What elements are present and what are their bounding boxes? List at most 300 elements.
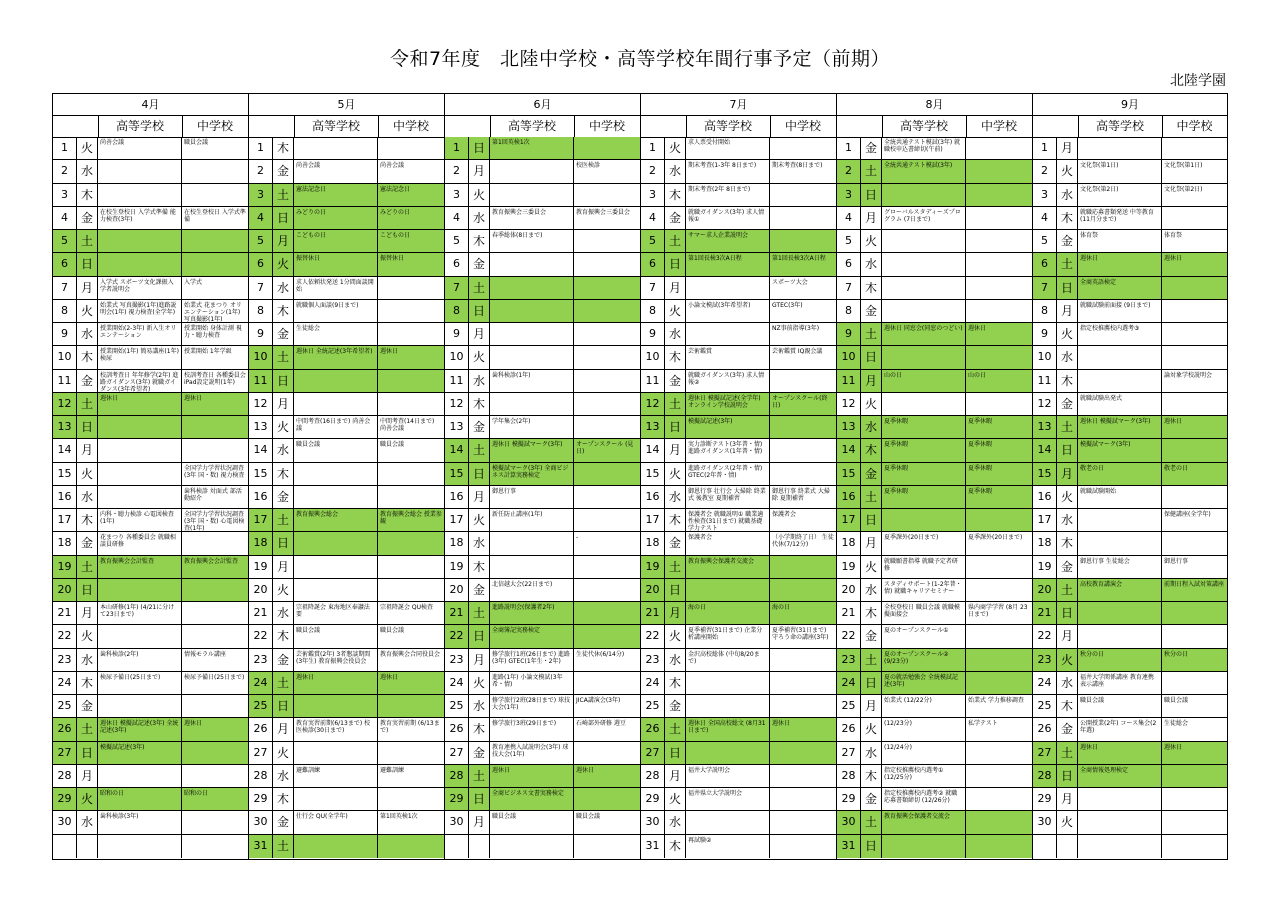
high-school-event: 再試験② xyxy=(686,835,770,858)
month-header: 7月 xyxy=(641,94,836,116)
junior-high-event: 歯科検診 対面式 部活動紹介 xyxy=(184,487,242,502)
high-school-event: 尚善会議 xyxy=(98,137,182,159)
junior-high-event xyxy=(574,742,640,764)
high-school-event xyxy=(294,556,378,578)
junior-high-event xyxy=(966,346,1032,368)
high-school-event: 夏季補習(31日まで) 企業分析講座開始 xyxy=(686,625,770,647)
high-school-event xyxy=(686,811,770,833)
day-number: 29 xyxy=(837,788,861,810)
day-number: 29 xyxy=(445,788,469,810)
day-number: 19 xyxy=(249,556,273,578)
junior-high-event: 昭和の日 xyxy=(184,790,209,797)
day-row xyxy=(445,835,640,858)
day-row xyxy=(249,811,444,834)
weekday: 日 xyxy=(469,788,490,810)
day-number: 6 xyxy=(641,253,665,275)
header-high-school: 高等学校 xyxy=(311,119,360,133)
junior-high-event: 秋分の日 xyxy=(1164,650,1189,658)
day-number: 20 xyxy=(837,579,861,601)
day-row xyxy=(53,393,248,416)
weekday: 土 xyxy=(665,393,686,415)
day-row xyxy=(53,323,248,346)
day-number: 23 xyxy=(641,649,665,671)
weekday: 水 xyxy=(665,811,686,833)
high-school-event: 週休日 同窓会(同窓のつどい) xyxy=(882,323,966,345)
junior-high-event xyxy=(966,579,1032,601)
day-row xyxy=(837,393,1032,416)
junior-high-event xyxy=(574,277,640,299)
weekday: 水 xyxy=(1057,346,1078,368)
day-row xyxy=(641,323,836,346)
day-row xyxy=(641,439,836,462)
junior-high-event xyxy=(574,602,640,624)
day-number: 25 xyxy=(641,695,665,717)
day-row xyxy=(53,811,248,834)
day-row xyxy=(1033,625,1227,648)
day-number: 1 xyxy=(249,137,273,159)
junior-high-event: 職員会議 xyxy=(184,139,209,146)
day-row xyxy=(837,230,1032,253)
day-number: 9 xyxy=(249,323,273,345)
day-row xyxy=(1033,835,1227,858)
month-column xyxy=(836,93,1033,860)
junior-high-event xyxy=(1162,346,1227,368)
divider xyxy=(1078,115,1079,137)
month-column xyxy=(248,93,445,860)
day-row xyxy=(837,556,1032,579)
day-row xyxy=(249,532,444,555)
day-row xyxy=(641,486,836,509)
high-school-event: 夏季休暇 xyxy=(882,416,966,438)
day-number: 19 xyxy=(53,556,77,578)
junior-high-event: 文化祭(第1日) xyxy=(1164,162,1203,170)
day-number: 30 xyxy=(249,811,273,833)
junior-high-event xyxy=(182,695,248,717)
weekday: 日 xyxy=(273,532,294,554)
high-school-event xyxy=(490,835,574,858)
high-school-event xyxy=(882,300,966,322)
junior-high-event: 週休日 xyxy=(380,673,399,681)
junior-high-event xyxy=(378,695,444,717)
high-school-event xyxy=(98,579,182,601)
weekday: 火 xyxy=(273,742,294,764)
day-row xyxy=(837,672,1032,695)
junior-high-event xyxy=(574,253,640,275)
day-number: 10 xyxy=(249,346,273,368)
day-row xyxy=(445,439,640,462)
junior-high-event: 生徒代休(6/14分) xyxy=(576,650,625,658)
day-row xyxy=(837,160,1032,183)
weekday: 日 xyxy=(469,300,490,322)
day-number: 19 xyxy=(1033,556,1057,578)
junior-high-event xyxy=(182,230,248,252)
day-number: 20 xyxy=(249,579,273,601)
weekday: 木 xyxy=(273,625,294,647)
weekday: 日 xyxy=(77,416,98,438)
junior-high-event xyxy=(966,742,1032,764)
day-row xyxy=(53,253,248,276)
weekday: 火 xyxy=(273,579,294,601)
junior-high-event xyxy=(770,439,836,461)
high-school-event xyxy=(98,625,182,647)
day-number: 27 xyxy=(445,742,469,764)
junior-high-event: 職員会議 xyxy=(380,627,405,635)
day-row xyxy=(1033,160,1227,183)
high-school-event xyxy=(686,277,770,299)
weekday: 木 xyxy=(77,509,98,531)
junior-high-event: みどりの日 xyxy=(380,208,411,216)
day-number: 13 xyxy=(249,416,273,438)
high-school-event: 振替休日 xyxy=(294,253,378,275)
day-row xyxy=(445,137,640,160)
high-school-event: 週休日 全統記述(3年希望者) xyxy=(294,346,378,368)
weekday: 月 xyxy=(273,556,294,578)
month-column xyxy=(1032,93,1228,860)
weekday: 木 xyxy=(469,230,490,252)
high-school-event: 北信越大会(22日まで) xyxy=(490,579,574,601)
divider xyxy=(98,115,99,137)
weekday: 火 xyxy=(665,300,686,322)
high-school-event: 模擬試記述(3年) xyxy=(686,416,770,438)
day-row xyxy=(1033,649,1227,672)
junior-high-event: 御恩行事 終業式 大掃除 夏期補習 xyxy=(772,487,830,502)
high-school-event: 福井大学関係講座 教育連携表示講座 xyxy=(1078,672,1162,694)
weekday: 金 xyxy=(861,300,882,322)
day-row xyxy=(53,649,248,672)
junior-high-event xyxy=(966,300,1032,322)
high-school-event: 保護者会 xyxy=(686,532,770,554)
day-number: 8 xyxy=(53,300,77,322)
high-school-event: 内科・聴力検診 心電図検査(1年) xyxy=(98,509,182,531)
high-school-event: 夏季課外(20日まで) xyxy=(882,532,966,554)
month-header: 9月 xyxy=(1033,94,1227,116)
junior-high-event: 石崎部外研修 週豆 xyxy=(576,720,626,728)
high-school-event: 教育実習前期(6/13まで) 校医検診(30日まで) xyxy=(294,718,378,740)
month-header: 4月 xyxy=(53,94,248,116)
junior-high-event xyxy=(574,509,640,531)
weekday: 木 xyxy=(1057,695,1078,717)
weekday: 日 xyxy=(861,835,882,858)
day-row xyxy=(249,463,444,486)
weekday: 水 xyxy=(1057,184,1078,206)
weekday: 土 xyxy=(469,439,490,461)
column-header xyxy=(1033,115,1227,138)
weekday: 水 xyxy=(77,486,98,508)
day-number: 31 xyxy=(641,835,665,858)
weekday: 水 xyxy=(665,323,686,345)
day-number: 25 xyxy=(1033,695,1057,717)
day-row xyxy=(249,765,444,788)
weekday: 月 xyxy=(469,323,490,345)
day-number: 3 xyxy=(445,184,469,206)
day-number: 17 xyxy=(837,509,861,531)
weekday: 土 xyxy=(77,230,98,252)
weekday: 金 xyxy=(77,207,98,229)
day-number: 10 xyxy=(1033,346,1057,368)
junior-high-event: 期末考査(8日まで) xyxy=(772,162,823,170)
month-column xyxy=(52,93,249,860)
weekday: 日 xyxy=(665,742,686,764)
weekday: 月 xyxy=(665,439,686,461)
day-row xyxy=(249,160,444,183)
weekday: 金 xyxy=(1057,556,1078,578)
high-school-event xyxy=(490,184,574,206)
day-number: 26 xyxy=(1033,718,1057,740)
day-row xyxy=(445,509,640,532)
high-school-event: 全商簿記実務検定 xyxy=(490,625,574,647)
weekday: 月 xyxy=(665,602,686,624)
junior-high-event: 夏季課外(20日まで) xyxy=(968,534,1023,542)
weekday: 金 xyxy=(469,742,490,764)
day-number: 7 xyxy=(53,277,77,299)
day-row xyxy=(641,370,836,393)
junior-high-event xyxy=(966,160,1032,182)
month-column xyxy=(444,93,641,860)
day-number: 17 xyxy=(445,509,469,531)
junior-high-event: 職員会議 xyxy=(380,441,405,449)
day-row xyxy=(837,718,1032,741)
day-number: 10 xyxy=(445,346,469,368)
weekday: 火 xyxy=(665,463,686,485)
junior-high-event xyxy=(182,579,248,601)
weekday: 水 xyxy=(273,439,294,461)
high-school-event: 夏の就活勉強会 全統模試記述(3年) xyxy=(882,672,966,694)
day-row xyxy=(53,625,248,648)
day-number: 18 xyxy=(249,532,273,554)
weekday: 火 xyxy=(77,300,98,322)
high-school-event: 週休日 全国高校総文 (8月31日まで) xyxy=(686,718,770,740)
high-school-event: 夏のオープンスクール① xyxy=(882,625,966,647)
day-number: 27 xyxy=(1033,742,1057,764)
day-row xyxy=(445,300,640,323)
junior-high-event xyxy=(378,835,444,858)
day-row xyxy=(445,788,640,811)
day-row xyxy=(53,695,248,718)
junior-high-event: 授業開始 1年学級 xyxy=(184,348,232,356)
junior-high-event: 入学式 xyxy=(184,278,203,286)
junior-high-event: 敬老の日 xyxy=(1164,464,1189,472)
day-number: 10 xyxy=(641,346,665,368)
day-number: 9 xyxy=(53,323,77,345)
high-school-event xyxy=(686,742,770,764)
weekday: 木 xyxy=(861,277,882,299)
weekday: 日 xyxy=(273,207,294,229)
high-school-event: 求人票受付開始 xyxy=(686,137,770,159)
header-junior-high: 中学校 xyxy=(588,119,625,133)
divider xyxy=(182,115,183,137)
day-number: 22 xyxy=(53,625,77,647)
high-school-event xyxy=(882,835,966,858)
junior-high-event xyxy=(770,695,836,717)
day-number: 11 xyxy=(1033,370,1057,392)
day-row xyxy=(249,509,444,532)
day-row xyxy=(249,277,444,300)
day-number: 21 xyxy=(53,602,77,624)
high-school-event: 高校教育講演会 xyxy=(1078,579,1162,601)
junior-high-event: 教育振興会会計監査 xyxy=(184,557,239,565)
day-number: 12 xyxy=(837,393,861,415)
junior-high-event xyxy=(966,625,1032,647)
junior-high-event xyxy=(574,416,640,438)
weekday: 火 xyxy=(665,788,686,810)
day-row xyxy=(445,277,640,300)
weekday: 金 xyxy=(861,137,882,159)
junior-high-event xyxy=(770,811,836,833)
day-number: 27 xyxy=(837,742,861,764)
day-number: 26 xyxy=(249,718,273,740)
day-row xyxy=(1033,323,1227,346)
high-school-event: 仕行会 QU(全学年) xyxy=(294,811,378,833)
day-number: 20 xyxy=(53,579,77,601)
high-school-event xyxy=(294,742,378,764)
junior-high-event xyxy=(770,416,836,438)
weekday: 火 xyxy=(1057,649,1078,671)
day-number: 27 xyxy=(53,742,77,764)
column-header xyxy=(445,115,640,138)
high-school-event: 全校登校日 職員会議 就職模擬面接会 xyxy=(882,602,966,624)
day-row xyxy=(445,207,640,230)
weekday: 水 xyxy=(665,486,686,508)
day-number: 8 xyxy=(837,300,861,322)
day-row xyxy=(445,323,640,346)
day-row xyxy=(837,625,1032,648)
high-school-event xyxy=(686,695,770,717)
junior-high-event xyxy=(574,184,640,206)
day-row xyxy=(445,346,640,369)
day-number: 26 xyxy=(641,718,665,740)
high-school-event xyxy=(294,486,378,508)
junior-high-event xyxy=(574,788,640,810)
high-school-event: 御恩行事 xyxy=(490,486,574,508)
high-school-event xyxy=(98,695,182,717)
high-school-event: 公開授業(2年) コース集会(2年選) xyxy=(1078,718,1162,740)
day-number: 5 xyxy=(641,230,665,252)
junior-high-event xyxy=(182,765,248,787)
day-number: 31 xyxy=(249,835,273,858)
high-school-event: 御恩行事 壮行会 大掃除 終業式 後教室 夏期補習 xyxy=(686,486,770,508)
high-school-event: 職員会議 xyxy=(294,625,378,647)
high-school-event xyxy=(490,532,574,554)
day-number: 9 xyxy=(1033,323,1057,345)
day-row xyxy=(53,742,248,765)
high-school-event: 進路(1年) 小論文模試(3年希・情) xyxy=(490,672,574,694)
high-school-event: 期末考査(2年 8日まで) xyxy=(686,184,770,206)
day-row xyxy=(1033,811,1227,834)
weekday: 水 xyxy=(665,160,686,182)
high-school-event: 教育振興会三委員会 xyxy=(490,207,574,229)
high-school-event: (12/23分) xyxy=(882,718,966,740)
high-school-event: 就職個人面談(9日まで) xyxy=(294,300,378,322)
high-school-event: 御恩行事 生徒総会 xyxy=(1078,556,1162,578)
day-row xyxy=(53,579,248,602)
weekday: 日 xyxy=(1057,602,1078,624)
day-number: 12 xyxy=(53,393,77,415)
day-number: 7 xyxy=(445,277,469,299)
high-school-event: 生徒総会 xyxy=(294,323,378,345)
weekday: 木 xyxy=(77,346,98,368)
day-number: 2 xyxy=(1033,160,1057,182)
weekday: 木 xyxy=(77,672,98,694)
day-row xyxy=(1033,579,1227,602)
high-school-event xyxy=(98,439,182,461)
day-row xyxy=(837,300,1032,323)
high-school-event: 週休日 模擬試記述(全学年) オンライン学校説明会 xyxy=(686,393,770,415)
header-high-school: 高等学校 xyxy=(1095,119,1144,133)
day-number: 24 xyxy=(837,672,861,694)
high-school-event: 中間考査(16日まで) 尚善会議 xyxy=(294,416,378,438)
weekday: 土 xyxy=(77,556,98,578)
day-row xyxy=(641,300,836,323)
junior-high-event: 教育振興会三委員会 xyxy=(576,208,631,216)
day-number: 30 xyxy=(1033,811,1057,833)
day-row xyxy=(249,672,444,695)
junior-high-event xyxy=(1162,300,1227,322)
high-school-event xyxy=(1078,625,1162,647)
junior-high-event: 文化祭(第2日) xyxy=(1164,185,1203,193)
day-number: 4 xyxy=(837,207,861,229)
weekday: 水 xyxy=(861,742,882,764)
weekday: 土 xyxy=(273,672,294,694)
high-school-event: 在校生登校日 入学式準備 能力検査(3年) xyxy=(98,207,182,229)
high-school-event: 芸術鑑賞 xyxy=(686,346,770,368)
junior-high-event: 憲法記念日 xyxy=(380,185,411,193)
day-row xyxy=(641,253,836,276)
day-number: 9 xyxy=(445,323,469,345)
day-number: 3 xyxy=(249,184,273,206)
divider xyxy=(490,115,491,137)
day-row xyxy=(837,532,1032,555)
day-row xyxy=(837,486,1032,509)
day-row xyxy=(1033,788,1227,811)
high-school-event: 芸術鑑賞(2年) 3者懇談期間(3年生) 教育振興会役員会 xyxy=(294,649,378,671)
day-row xyxy=(249,346,444,369)
day-number: 24 xyxy=(445,672,469,694)
junior-high-event xyxy=(182,532,248,554)
high-school-event: 週休日 模擬試マーク(3年) xyxy=(490,439,574,461)
day-row xyxy=(53,602,248,625)
day-row xyxy=(53,207,248,230)
day-number: 21 xyxy=(1033,602,1057,624)
day-row xyxy=(837,277,1032,300)
day-row xyxy=(1033,463,1227,486)
high-school-event: 指定校推薦校内選考③ xyxy=(1078,323,1162,345)
high-school-event: 校訓考査日 年年修学(2年) 進路ガイダンス(3年) 就職ガイダンス(3年希望者) xyxy=(98,370,182,392)
day-number: 17 xyxy=(53,509,77,531)
junior-high-event xyxy=(182,439,248,461)
high-school-event: 学年集会(2年) xyxy=(490,416,574,438)
high-school-event: 教育連携入試説明会(3年) 球技大会(1年) xyxy=(490,742,574,764)
day-row xyxy=(53,486,248,509)
day-number: 7 xyxy=(641,277,665,299)
junior-high-event: 夏季休暇 xyxy=(968,464,993,472)
junior-high-event: JICA講演会(3年) xyxy=(576,697,621,704)
weekday: 日 xyxy=(861,509,882,531)
day-number: 13 xyxy=(445,416,469,438)
weekday: 金 xyxy=(273,486,294,508)
day-number: 18 xyxy=(445,532,469,554)
high-school-event: 進路説明会(保護者2年) xyxy=(490,602,574,624)
high-school-event: 指定校推薦校内選考① (12/25分) xyxy=(882,765,966,787)
high-school-event xyxy=(882,346,966,368)
junior-high-event: 中間考査(14日まで) 尚善会議 xyxy=(380,418,435,432)
high-school-event: 全統共通テスト模試(3年) xyxy=(882,160,966,182)
high-school-event xyxy=(490,277,574,299)
day-number: 22 xyxy=(1033,625,1057,647)
high-school-event: 敬老の日 xyxy=(1078,463,1162,485)
high-school-event: 夏季休暇 xyxy=(882,463,966,485)
weekday: 日 xyxy=(861,184,882,206)
month-column xyxy=(640,93,837,860)
